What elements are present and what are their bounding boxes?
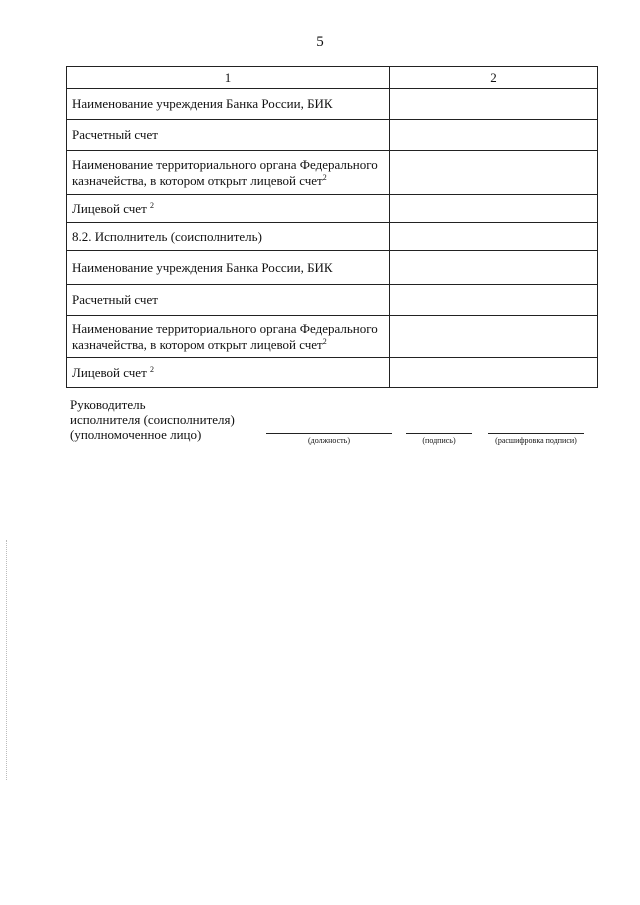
details-table [66,66,598,388]
row-value [390,120,598,151]
row-value [390,223,598,251]
table-header-row [67,67,598,89]
signature-title-line1: Руководитель [70,397,146,412]
signature-title-line2: исполнителя (соисполнителя) [70,412,235,427]
table-row [67,223,598,251]
row-value [390,151,598,195]
row-label-line2: казначейства, в котором открыт лицевой счет [72,336,323,352]
row-label-text: Лицевой счет [72,364,147,380]
decoding-caption: (расшифровка подписи) [495,436,577,445]
column-header-1: 1 [67,67,390,89]
row-label-text: 8.2. Исполнитель (соисполнитель) [72,228,262,244]
position-caption: (должность) [308,436,350,445]
table-row [67,89,598,120]
row-value [390,89,598,120]
row-label-line1: Наименование территориального органа Федерального [72,320,378,336]
row-value [390,251,598,285]
row-label [67,120,390,151]
row-label-text: Наименование учреждения Банка России, БИК [72,259,333,275]
row-value [390,316,598,358]
row-label-line1: Наименование территориального органа Федерального [72,156,378,172]
row-label [67,89,390,120]
row-label [67,251,390,285]
signature-line [406,433,472,434]
table-row [67,358,598,388]
row-label [67,223,390,251]
table-row [67,251,598,285]
position-line [266,433,392,434]
footnote-mark: 2 [322,336,327,346]
row-label [67,285,390,316]
table-row [67,195,598,223]
decoding-line [488,433,584,434]
row-label-text: Расчетный счет [72,292,158,307]
signature-block [70,397,235,442]
row-label-line2: казначейства, в котором открыт лицевой счет [72,172,323,188]
row-value [390,358,598,388]
row-label-text: Наименование учреждения Банка России, БИК [72,96,333,111]
page-number: 5 [316,34,324,50]
scan-edge-marks [6,540,8,780]
row-label [67,358,390,388]
row-value [390,285,598,316]
table-row [67,316,598,358]
row-label-text: Лицевой счет [72,200,147,216]
footnote-mark: 2 [150,364,155,374]
row-label [67,151,390,195]
column-header-2: 2 [390,67,598,89]
row-label-text: Расчетный счет [72,127,158,142]
row-value [390,195,598,223]
signature-caption: (подпись) [422,436,456,445]
table-row [67,120,598,151]
footnote-mark: 2 [150,200,155,210]
row-label [67,316,390,358]
row-label [67,195,390,223]
table-row [67,285,598,316]
table-row [67,151,598,195]
footnote-mark: 2 [322,172,327,182]
signature-title-line3: (уполномоченное лицо) [70,427,202,442]
